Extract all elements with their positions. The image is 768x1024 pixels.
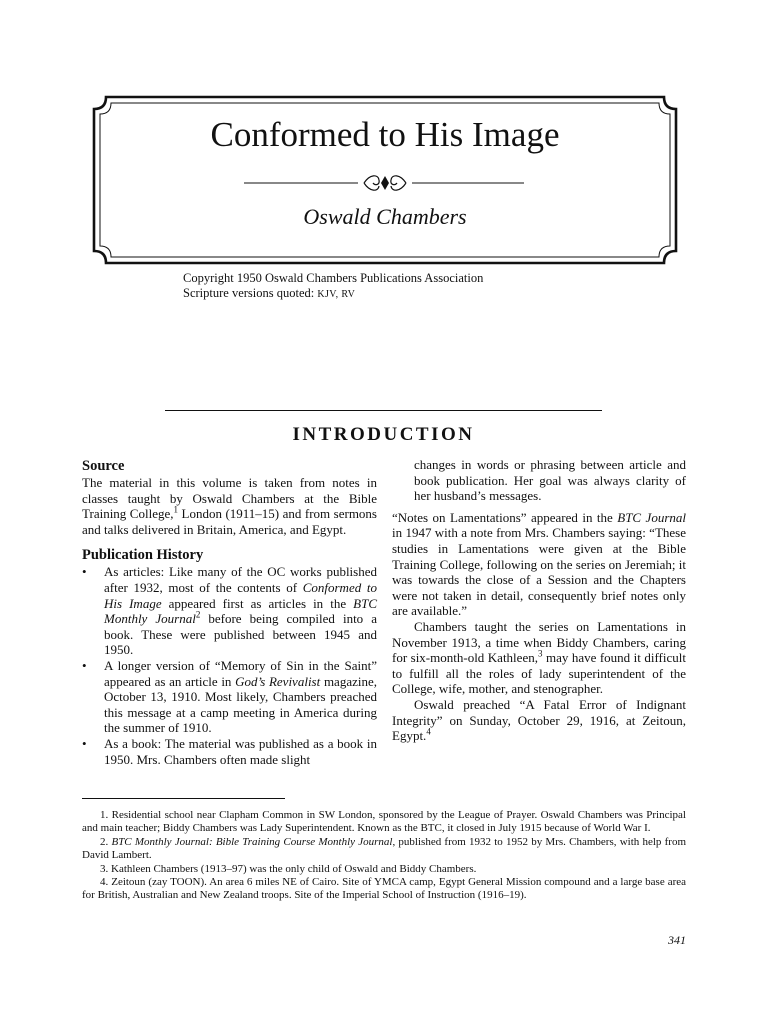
list-item <box>82 736 377 767</box>
journal-title: BTC Monthly Journal: Bible Training Course Monthly Journal <box>111 835 393 848</box>
journal-title: BTC Journal <box>617 509 686 525</box>
paragraph-text: Oswald preached “A Fatal Error of Indignant Integrity” on Sunday, October 29, 1916, at Zeitoun, Egypt. <box>392 696 686 744</box>
footnote-number: 2. <box>100 835 112 848</box>
footnote-text: , published from 1932 to 1952 by Mrs. Chambers, with help from David Lambert. <box>82 835 686 862</box>
paragraph-text: “Notes on Lamentations” appeared in the <box>392 509 618 525</box>
list-item-text: As articles: Like many of the OC works published after 1932, most of the contents of <box>104 564 377 595</box>
list-item <box>82 564 377 658</box>
left-column <box>82 457 377 767</box>
paragraph-text: in 1947 with a note from Mrs. Chambers saying: “These studies in Lamentations were given at the Bible Training College, following on the series on Jeremiah; it was towards the close of a Session and the Chapters were not taken in detail, consequently brief notes only are available.” <box>392 525 686 619</box>
flourish-divider-icon <box>92 170 678 194</box>
paragraph-text: Chambers taught the series on Lamentations in November 1913, a time when Biddy Chambers, caring for six-month-old Kathleen, <box>392 618 686 666</box>
footnote: 4. Zeitoun (zay TOON). An area 6 miles NE of Cairo. Site of YMCA camp, Egypt General Mission compound and a large base area for British, Australian and New Zealand troops. Site of the Imperial School of Instruction (1916–19). <box>82 876 686 902</box>
publication-history-list <box>82 564 377 767</box>
list-item-text: appeared first as articles in the <box>161 595 354 611</box>
footnote-ref: 3 <box>537 648 543 659</box>
footnote: 3. Kathleen Chambers (1913–97) was the only child of Oswald and Biddy Chambers. <box>100 862 477 875</box>
page-number: 341 <box>668 933 686 947</box>
journal-title: BTC Monthly Journal <box>104 595 378 627</box>
copyright-block <box>183 271 483 302</box>
source-paragraph <box>82 475 377 537</box>
paragraph <box>392 619 686 697</box>
magazine-title: God’s Revivalist <box>235 673 321 689</box>
title-ornament <box>92 170 678 194</box>
list-item-text: before being compiled into a book. These were published between 1945 and 1950. <box>104 611 377 658</box>
source-text: The material in this volume is taken from notes in classes taught by Oswald Chambers at the Bible Training College, <box>82 475 377 522</box>
list-item-text: magazine, October 13, 1910. Most likely, Chambers preached this message at a camp meeting in America during the summer of 1910. <box>104 673 377 736</box>
section-heading: INTRODUCTION <box>292 424 475 445</box>
list-item-text: A longer version of “Memory of Sin in the Saint” appeared as an article in <box>104 657 377 689</box>
scripture-versions-line <box>183 286 483 302</box>
list-item <box>82 658 377 736</box>
right-column <box>392 457 686 744</box>
footnote: 1. Residential school near Clapham Common in SW London, sponsored by the League of Prayer. Oswald Chambers was Principal and main teacher; Biddy Chambers was Lady Superintendent. Known as the BTC, it closed in July 1915 because of World War I. <box>82 809 686 835</box>
book-title: Conformed to His Image <box>104 579 377 611</box>
footnote-ref: 2 <box>195 609 201 620</box>
list-item-text: As a book: The material was published as a book in 1950. Mrs. Chambers often made slight <box>104 735 377 767</box>
footnote-ref: 4 <box>426 726 431 737</box>
publication-history-heading: Publication History <box>82 547 204 564</box>
copyright-line: Copyright 1950 Oswald Chambers Publications Association <box>183 271 484 285</box>
section-rule <box>165 410 602 411</box>
footnote-rule <box>82 798 285 799</box>
scripture-versions-label: Scripture versions quoted: <box>183 286 318 300</box>
paragraph-text: may have found it difficult to fulfill all the roles of lady superintendent of the College, wife, mother, and stenographer. <box>392 650 686 697</box>
footnotes <box>82 809 686 903</box>
document-title: Conformed to His Image <box>210 115 560 154</box>
paragraph <box>392 697 686 744</box>
footnote-ref: 1 <box>173 504 178 515</box>
source-text-cont: London (1911–15) and from sermons and talks delivered in Britain, America, and Egypt. <box>82 506 377 537</box>
author-name: Oswald Chambers <box>303 204 467 229</box>
list-item-continuation: changes in words or phrasing between article and book publication. Her goal was always clarity of her husband’s messages. <box>414 457 686 504</box>
paragraph <box>392 510 686 619</box>
scripture-versions: KJV, RV <box>317 289 356 300</box>
source-heading: Source <box>82 458 125 474</box>
footnote <box>82 836 686 863</box>
